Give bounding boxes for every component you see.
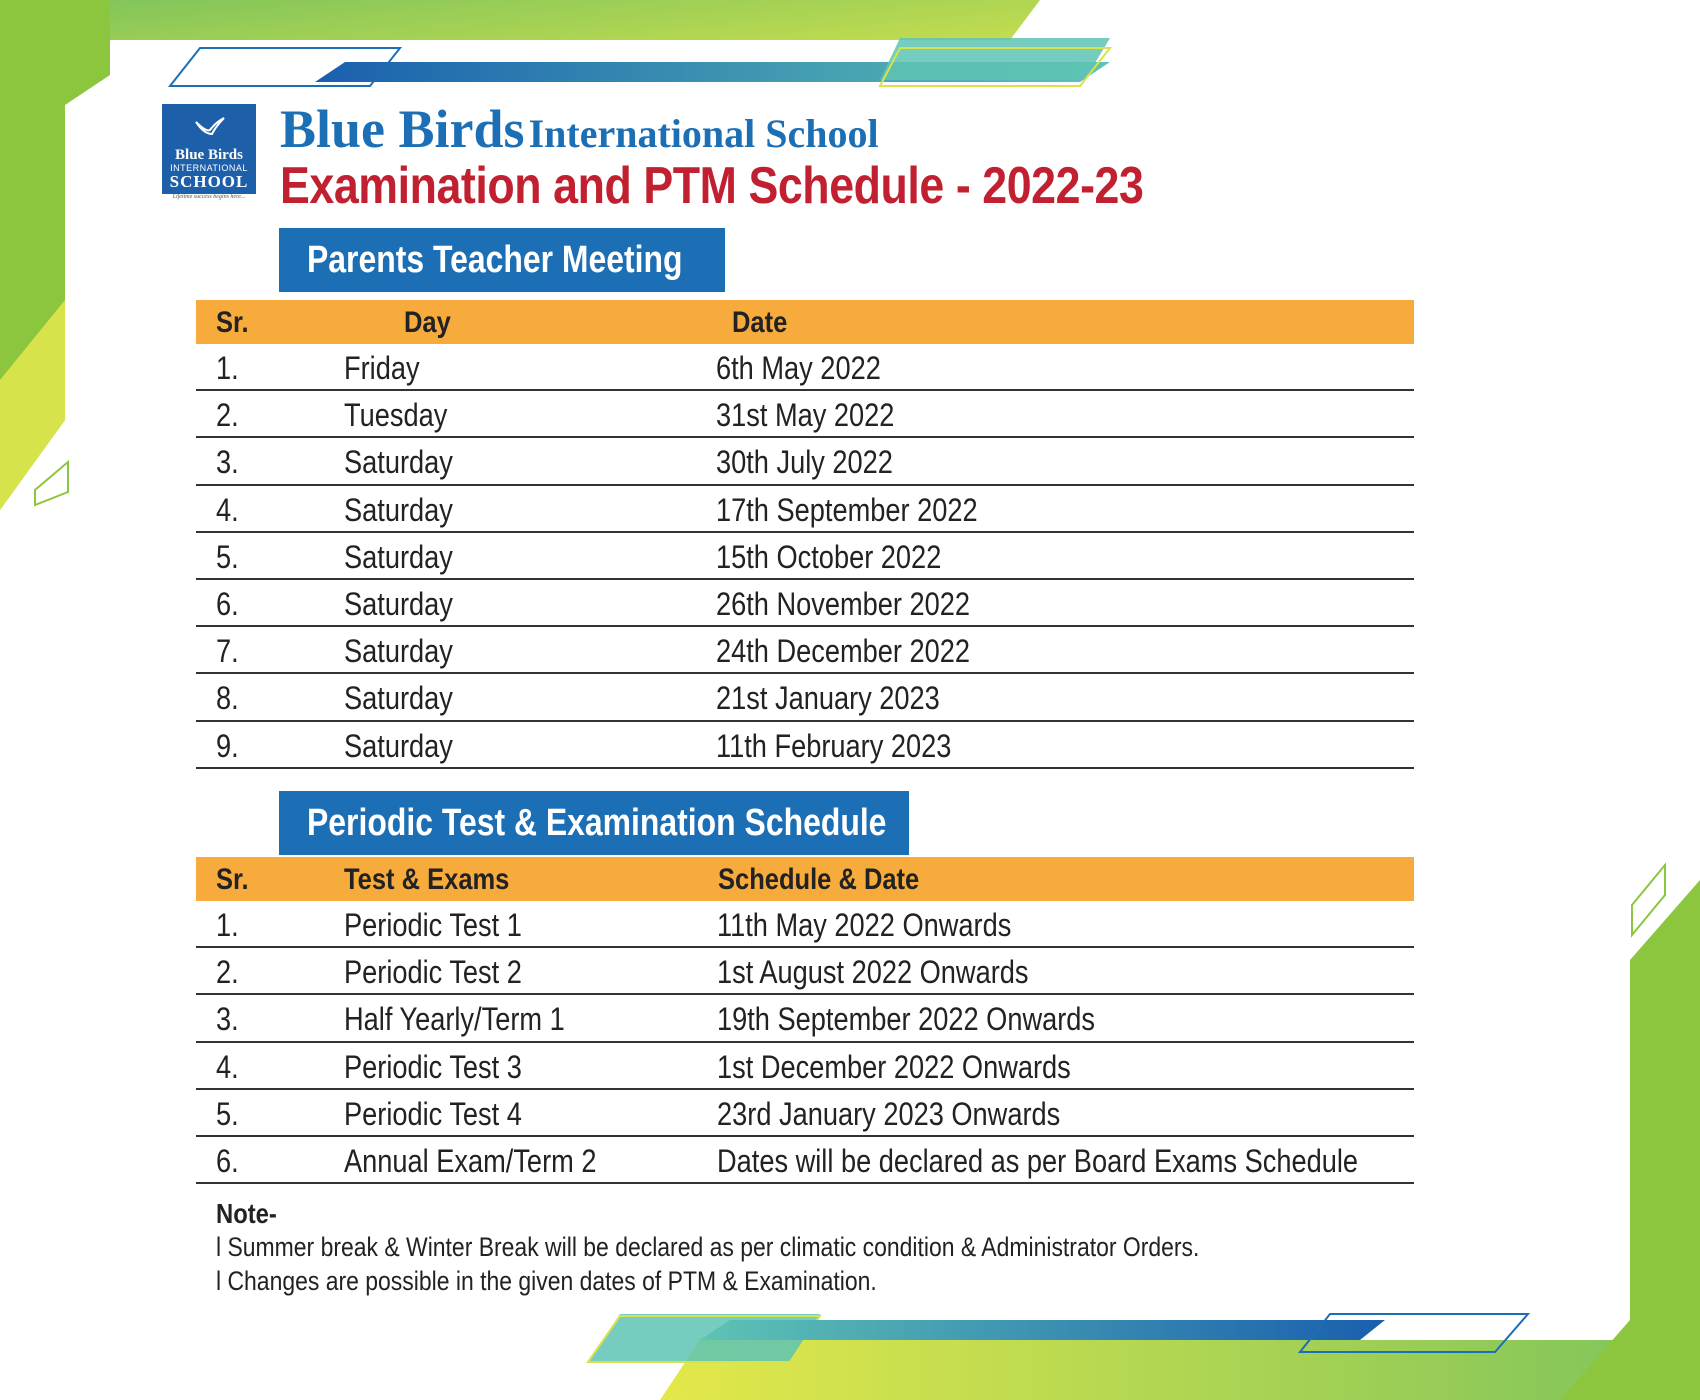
ptm-section-heading: Parents Teacher Meeting <box>279 228 725 292</box>
table-row <box>196 438 1414 485</box>
exam-table-header <box>196 857 1414 901</box>
cell-sr: 2. <box>216 397 239 434</box>
cell-schedule: 1st August 2022 Onwards <box>717 954 1029 991</box>
cell-date: 21st January 2023 <box>716 680 940 717</box>
cell-sr: 4. <box>216 491 239 528</box>
cell-sr: 2. <box>216 954 239 991</box>
note-line: l Changes are possible in the given dates of PTM & Examination. <box>216 1266 877 1296</box>
exam-section-heading: Periodic Test & Examination Schedule <box>279 791 909 855</box>
exam-table <box>196 857 1414 1184</box>
cell-day: Friday <box>344 350 420 386</box>
cell-day: Saturday <box>344 444 453 481</box>
school-name-sub: International School <box>528 111 879 156</box>
bird-icon <box>194 116 226 138</box>
table-row <box>196 486 1414 533</box>
ptm-table-header <box>196 300 1414 344</box>
cell-day: Tuesday <box>344 397 448 434</box>
page-title: Examination and PTM Schedule - 2022-23 <box>280 157 1144 215</box>
cell-date: 6th May 2022 <box>716 350 881 386</box>
cell-sr: 8. <box>216 680 239 717</box>
table-row <box>196 722 1414 769</box>
logo-line-1: Blue Birds <box>175 147 243 163</box>
cell-sr: 4. <box>216 1048 239 1085</box>
cell-sr: 3. <box>216 444 239 481</box>
cell-test: Periodic Test 4 <box>344 1095 522 1132</box>
cell-sr: 9. <box>216 727 239 764</box>
table-row <box>196 1043 1414 1090</box>
cell-date: 11th February 2023 <box>716 727 952 764</box>
exam-col-schedule: Schedule & Date <box>718 863 920 896</box>
table-row <box>196 344 1414 391</box>
exam-col-sr: Sr. <box>216 863 249 896</box>
cell-test: Half Yearly/Term 1 <box>344 1001 565 1038</box>
cell-day: Saturday <box>344 680 453 717</box>
ptm-col-day: Day <box>404 306 451 339</box>
cell-day: Saturday <box>344 538 453 575</box>
cell-date: 24th December 2022 <box>716 633 971 670</box>
cell-schedule: 1st December 2022 Onwards <box>717 1048 1071 1085</box>
table-row <box>196 391 1414 438</box>
ptm-table <box>196 300 1414 769</box>
cell-sr: 6. <box>216 1142 239 1179</box>
logo-tagline: Lifetime success begins here... <box>172 194 246 200</box>
cell-test: Periodic Test 1 <box>344 907 522 943</box>
table-row <box>196 901 1414 948</box>
cell-schedule: 11th May 2022 Onwards <box>717 907 1012 943</box>
table-row <box>196 995 1414 1042</box>
cell-test: Annual Exam/Term 2 <box>344 1142 597 1179</box>
ptm-col-sr: Sr. <box>216 306 249 339</box>
cell-day: Saturday <box>344 491 453 528</box>
cell-sr: 3. <box>216 1001 239 1038</box>
logo-line-3: SCHOOL <box>169 172 249 191</box>
cell-schedule: Dates will be declared as per Board Exams Schedule <box>717 1142 1359 1179</box>
table-row <box>196 948 1414 995</box>
cell-sr: 7. <box>216 633 239 670</box>
cell-schedule: 23rd January 2023 Onwards <box>717 1095 1061 1132</box>
table-row <box>196 674 1414 721</box>
note-block <box>216 1198 1373 1298</box>
cell-date: 15th October 2022 <box>716 538 942 575</box>
cell-sr: 1. <box>216 350 239 386</box>
ptm-col-date: Date <box>732 306 788 339</box>
cell-date: 17th September 2022 <box>716 491 978 528</box>
exam-table-body <box>196 901 1414 1184</box>
table-row <box>196 580 1414 627</box>
cell-date: 26th November 2022 <box>716 585 971 622</box>
table-row <box>196 627 1414 674</box>
school-name <box>280 98 879 160</box>
note-title: Note- <box>216 1198 277 1229</box>
exam-col-test: Test & Exams <box>344 863 510 896</box>
logo-line-2: INTERNATIONAL <box>170 163 248 173</box>
cell-day: Saturday <box>344 633 453 670</box>
cell-date: 31st May 2022 <box>716 397 895 434</box>
cell-sr: 5. <box>216 538 239 575</box>
ptm-table-body <box>196 344 1414 769</box>
table-row <box>196 533 1414 580</box>
school-name-main: Blue Birds <box>280 99 525 159</box>
table-row <box>196 1090 1414 1137</box>
cell-test: Periodic Test 2 <box>344 954 522 991</box>
cell-sr: 1. <box>216 907 239 943</box>
note-line: l Summer break & Winter Break will be declared as per climatic condition & Administrator Orders. <box>216 1232 1200 1262</box>
cell-test: Periodic Test 3 <box>344 1048 522 1085</box>
cell-sr: 6. <box>216 585 239 622</box>
cell-sr: 5. <box>216 1095 239 1132</box>
school-logo <box>162 104 256 194</box>
cell-day: Saturday <box>344 585 453 622</box>
cell-day: Saturday <box>344 727 453 764</box>
cell-date: 30th July 2022 <box>716 444 893 481</box>
table-row <box>196 1137 1414 1184</box>
cell-schedule: 19th September 2022 Onwards <box>717 1001 1096 1038</box>
